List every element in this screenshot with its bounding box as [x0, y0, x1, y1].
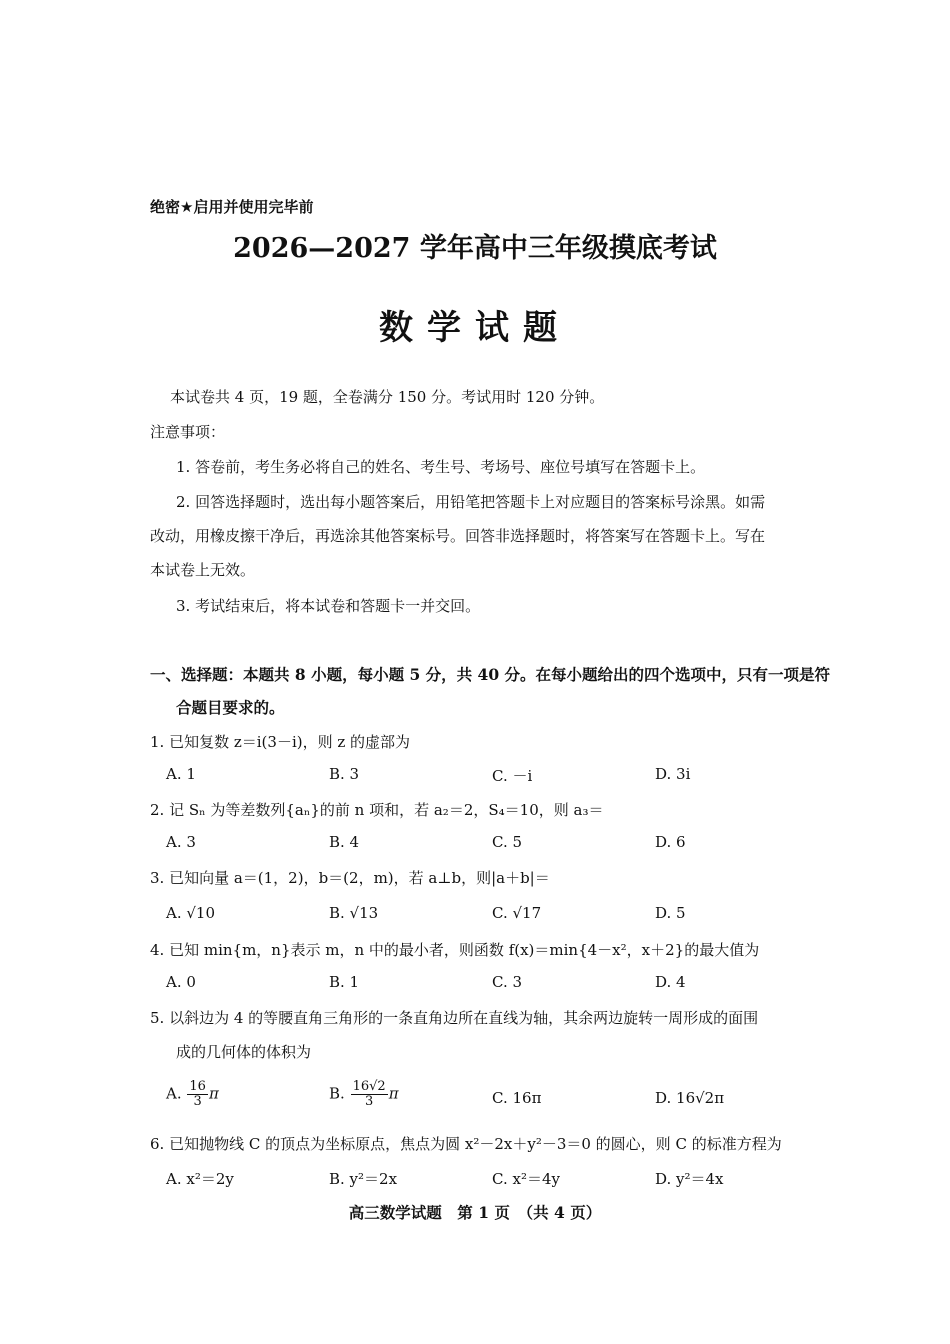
question-1: 1. 已知复数 z＝i(3－i)，则 z 的虚部为 [150, 733, 411, 751]
option-d: D. 3i [655, 765, 691, 783]
intro-text: 本试卷共 4 页，19 题，全卷满分 150 分。考试用时 120 分钟。 [170, 388, 605, 406]
note-item: 本试卷上无效。 [150, 561, 256, 579]
option-a: A. 3 [166, 833, 196, 851]
option-b: B. 4 [329, 833, 360, 851]
option-d: D. 4 [655, 973, 686, 991]
question-4: 4. 已知 min{m，n}表示 m，n 中的最小者，则函数 f(x)＝min{4－x²，x＋2}的最大值为 [150, 941, 760, 959]
option-c: C. 3 [492, 973, 523, 991]
option-c: C. 5 [492, 833, 523, 851]
page-footer: 高三数学试题 第 1 页 （共 4 页） [348, 1203, 602, 1222]
option-d: D. 6 [655, 833, 686, 851]
option-b: B. y²＝2x [329, 1170, 398, 1188]
subject-title: 数学试题 [379, 308, 571, 348]
section-heading-cont: 合题目要求的。 [176, 698, 285, 717]
question-6: 6. 已知抛物线 C 的顶点为坐标原点，焦点为圆 x²－2x＋y²－3＝0 的圆心，则 C 的标准方程为 [150, 1135, 782, 1153]
option-b: B. $\frac{16√2}{3}$ π [329, 1079, 399, 1109]
exam-title: 2026—2027 学年高中三年级摸底考试 [233, 233, 717, 264]
option-d: D. 16√2π [655, 1089, 725, 1107]
question-2: 2. 记 Sₙ 为等差数列{aₙ}的前 n 项和，若 a₂＝2，S₄＝10，则 a₃＝ [150, 801, 604, 819]
question-5: 5. 以斜边为 4 的等腰直角三角形的一条直角边所在直线为轴，其余两边旋转一周形成的面围 [150, 1009, 759, 1027]
note-item: 改动，用橡皮擦干净后，再选涂其他答案标号。回答非选择题时，将答案写在答题卡上。写在 [150, 527, 766, 545]
note-item: 3. 考试结束后，将本试卷和答题卡一并交回。 [176, 597, 481, 615]
notes-heading: 注意事项： [150, 423, 226, 441]
option-b: B. 3 [329, 765, 360, 783]
option-a: A. $\frac{16}{3}$ π [166, 1079, 219, 1109]
option-a: A. √10 [166, 904, 216, 922]
note-item: 2. 回答选择题时，选出每小题答案后，用铅笔把答题卡上对应题目的答案标号涂黑。如需 [176, 493, 766, 511]
option-a: A. 0 [166, 973, 196, 991]
section-heading: 一、选择题：本题共 8 小题，每小题 5 分，共 40 分。在每小题给出的四个选项中，只有一项是符 [150, 665, 831, 684]
option-c: C. 16π [492, 1089, 542, 1107]
question-5-cont: 成的几何体的体积为 [176, 1043, 312, 1061]
option-b: B. 1 [329, 973, 360, 991]
option-a: A. 1 [166, 765, 196, 783]
confidential-label: 绝密★启用并使用完毕前 [150, 198, 314, 216]
option-c: C. －i [492, 767, 533, 785]
option-b: B. √13 [329, 904, 379, 922]
note-item: 1. 答卷前，考生务必将自己的姓名、考生号、考场号、座位号填写在答题卡上。 [176, 458, 706, 476]
question-3: 3. 已知向量 a＝(1，2)，b＝(2，m)，若 a⊥b，则|a＋b|＝ [150, 869, 550, 887]
option-d: D. 5 [655, 904, 686, 922]
option-a: A. x²＝2y [166, 1170, 234, 1188]
option-d: D. y²＝4x [655, 1170, 724, 1188]
option-c: C. x²＝4y [492, 1170, 560, 1188]
option-c: C. √17 [492, 904, 542, 922]
